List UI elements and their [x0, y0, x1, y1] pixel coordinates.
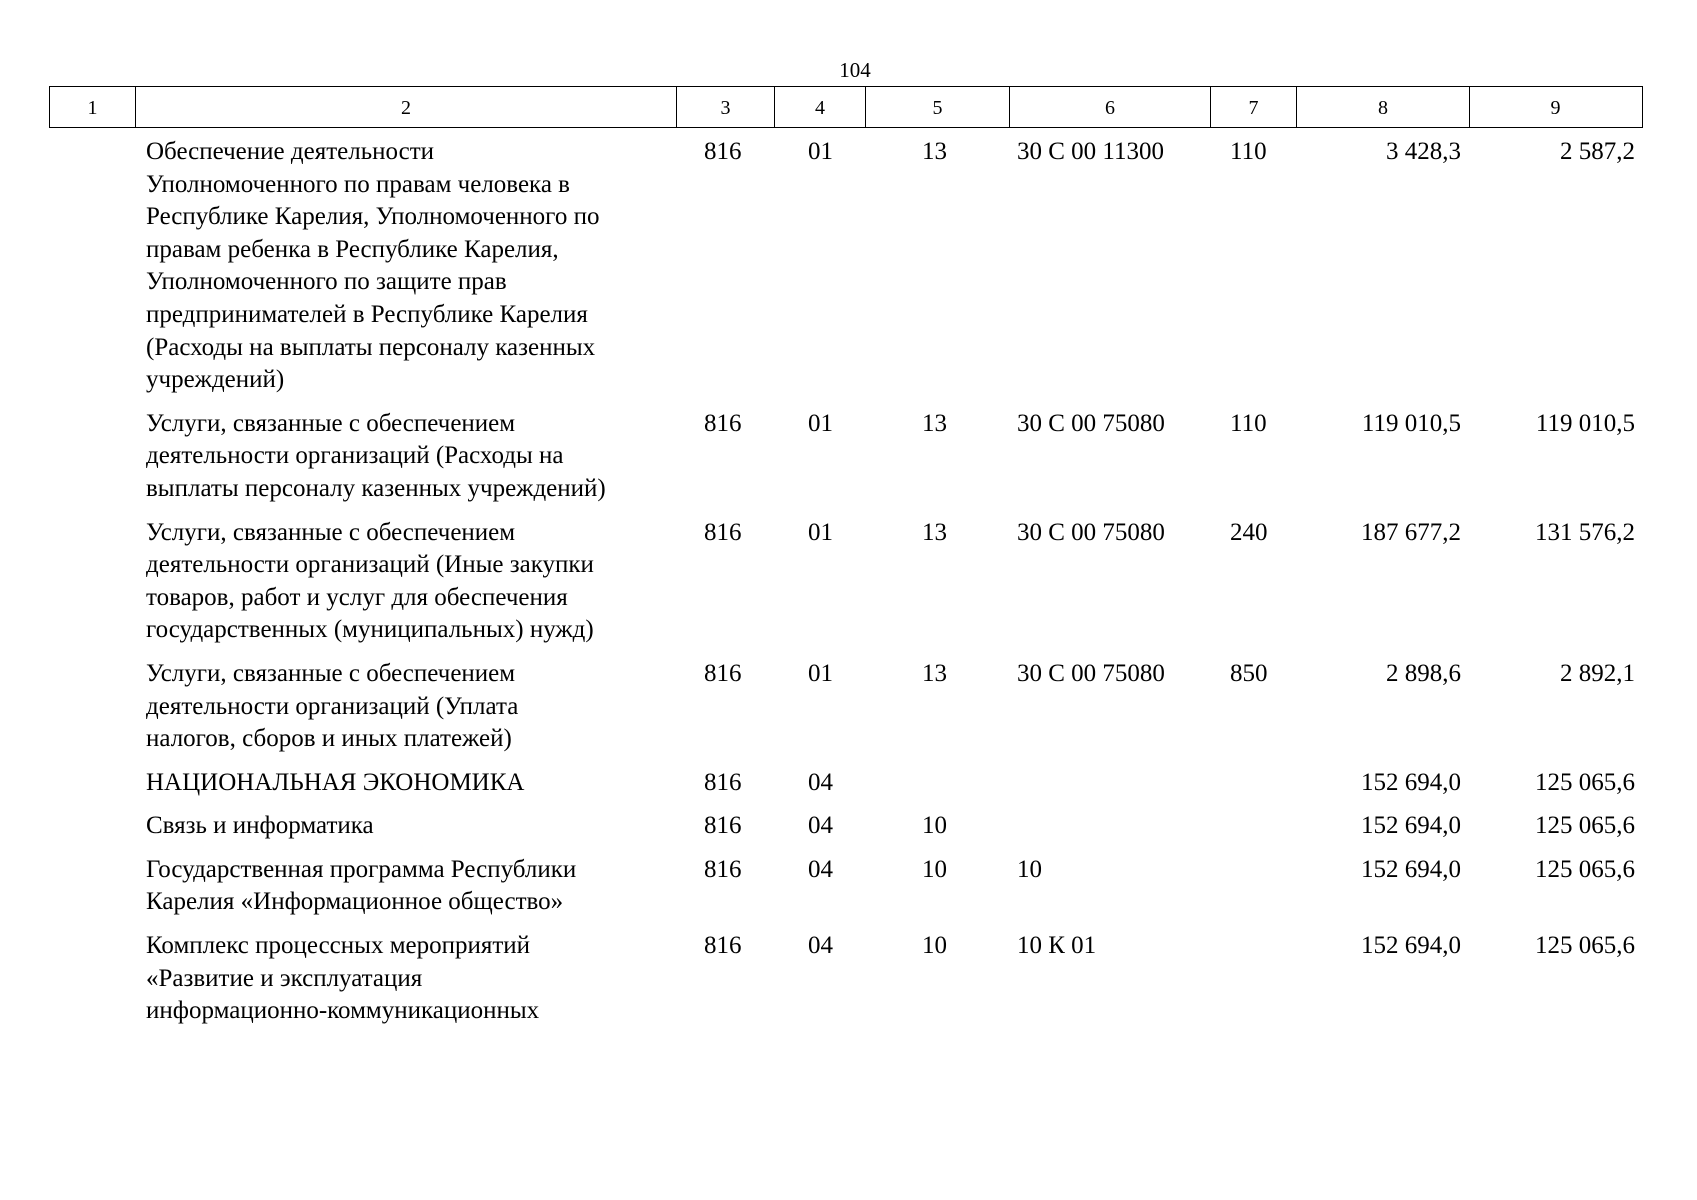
cell-col-6: 30 С 00 75080 — [1017, 518, 1165, 546]
cell-col-4: 01 — [808, 518, 833, 546]
cell-description — [136, 767, 676, 800]
cell-col-8: 152 694,0 — [1361, 768, 1461, 796]
description-line: Карелия «Информационное общество» — [146, 888, 564, 916]
cell-col-6: 30 С 00 75080 — [1017, 659, 1165, 687]
cell-col-6: 30 С 00 75080 — [1017, 409, 1165, 437]
cell-col-1 — [49, 767, 136, 800]
description-line: НАЦИОНАЛЬНАЯ ЭКОНОМИКА — [146, 768, 525, 796]
table-body — [49, 136, 1643, 1028]
table-row — [49, 810, 1643, 843]
cell-col-8: 187 677,2 — [1361, 518, 1461, 546]
cell-col-9: 2 587,2 — [1560, 138, 1635, 165]
page-number: 104 — [839, 58, 871, 82]
description-line: деятельности организаций (Расходы на — [146, 442, 564, 470]
column-header-4: 4 — [775, 87, 866, 127]
cell-col-7 — [1210, 854, 1296, 919]
cell-description — [136, 854, 676, 919]
cell-description — [136, 517, 676, 647]
cell-col-8: 2 898,6 — [1386, 659, 1461, 687]
column-header-9: 9 — [1550, 96, 1561, 119]
cell-col-7: 240 — [1230, 518, 1268, 546]
description-line: предпринимателей в Республике Карелия — [146, 300, 588, 328]
cell-col-5: 10 — [922, 932, 947, 960]
cell-col-5: 13 — [922, 138, 947, 165]
cell-col-3: 816 — [704, 932, 742, 960]
cell-col-9: 125 065,6 — [1535, 812, 1635, 840]
cell-col-8: 152 694,0 — [1361, 932, 1461, 960]
description-line: деятельности организаций (Иные закупки — [146, 551, 594, 579]
description-line: Обеспечение деятельности — [146, 138, 435, 165]
cell-col-7 — [1210, 810, 1296, 843]
cell-col-6 — [1009, 810, 1210, 843]
description-line: Связь и информатика — [146, 812, 374, 840]
cell-col-9: 131 576,2 — [1535, 518, 1635, 546]
table-row — [49, 930, 1643, 1028]
cell-col-8: 3 428,3 — [1386, 138, 1461, 165]
cell-col-7: 110 — [1230, 409, 1267, 437]
column-header-6: 6 — [1010, 87, 1211, 127]
cell-col-7 — [1210, 930, 1296, 1028]
cell-col-6: 10 — [1017, 855, 1042, 883]
column-header-1: 1 — [50, 87, 136, 127]
cell-col-3: 816 — [704, 518, 742, 546]
description-line: «Развитие и эксплуатация — [146, 964, 423, 992]
cell-col-5: 13 — [922, 409, 947, 437]
cell-col-9: 125 065,6 — [1535, 768, 1635, 796]
description-line: налогов, сборов и иных платежей) — [146, 725, 512, 753]
cell-description — [136, 658, 676, 756]
cell-description — [136, 136, 676, 397]
cell-col-7: 110 — [1230, 138, 1267, 165]
cell-col-9: 2 892,1 — [1560, 659, 1635, 687]
cell-col-9: 125 065,6 — [1535, 932, 1635, 960]
cell-col-4: 04 — [808, 768, 833, 796]
table-header-row — [49, 86, 1643, 128]
description-line: товаров, работ и услуг для обеспечения — [146, 583, 568, 611]
cell-col-3: 816 — [704, 138, 742, 165]
column-header-2: 2 — [136, 87, 677, 127]
description-line: Комплекс процессных мероприятий — [146, 932, 531, 960]
cell-col-8: 152 694,0 — [1361, 812, 1461, 840]
description-line: учреждений) — [146, 366, 285, 394]
cell-col-1 — [49, 658, 136, 756]
cell-col-3: 816 — [704, 409, 742, 437]
cell-col-1 — [49, 408, 136, 506]
cell-col-5 — [865, 767, 1009, 800]
cell-col-1 — [49, 136, 136, 397]
cell-col-5: 13 — [922, 518, 947, 546]
cell-col-1 — [49, 930, 136, 1028]
description-line: Услуги, связанные с обеспечением — [146, 659, 516, 687]
cell-description — [136, 810, 676, 843]
cell-col-3: 816 — [704, 768, 742, 796]
cell-col-9: 125 065,6 — [1535, 855, 1635, 883]
cell-col-6 — [1009, 767, 1210, 800]
table-row — [49, 854, 1643, 919]
description-line: выплаты персоналу казенных учреждений) — [146, 474, 606, 502]
cell-col-6: 30 С 00 11300 — [1017, 138, 1164, 165]
description-line: Республике Карелия, Уполномоченного по — [146, 203, 600, 231]
cell-col-7: 850 — [1230, 659, 1268, 687]
description-line: Уполномоченного по правам человека в — [146, 170, 570, 198]
description-line: Уполномоченного по защите прав — [146, 268, 507, 296]
cell-col-3: 816 — [704, 659, 742, 687]
cell-col-1 — [49, 810, 136, 843]
table-row — [49, 767, 1643, 800]
description-line: Услуги, связанные с обеспечением — [146, 518, 516, 546]
column-header-7: 7 — [1211, 87, 1297, 127]
table-row — [49, 136, 1643, 397]
column-header-8: 8 — [1297, 87, 1470, 127]
cell-col-1 — [49, 854, 136, 919]
table-row — [49, 408, 1643, 506]
column-header-5: 5 — [866, 87, 1010, 127]
cell-col-8: 152 694,0 — [1361, 855, 1461, 883]
description-line: Государственная программа Республики — [146, 855, 577, 883]
cell-col-6: 10 К 01 — [1017, 932, 1097, 960]
column-header-3: 3 — [677, 87, 775, 127]
cell-col-4: 04 — [808, 812, 833, 840]
cell-col-1 — [49, 517, 136, 647]
description-line: Услуги, связанные с обеспечением — [146, 409, 516, 437]
cell-description — [136, 930, 676, 1028]
cell-col-5: 10 — [922, 855, 947, 883]
cell-col-4: 01 — [808, 409, 833, 437]
description-line: деятельности организаций (Уплата — [146, 692, 519, 720]
cell-col-4: 04 — [808, 855, 833, 883]
cell-col-9: 119 010,5 — [1535, 409, 1635, 437]
description-line: государственных (муниципальных) нужд) — [146, 616, 594, 644]
cell-col-3: 816 — [704, 855, 742, 883]
description-line: информационно-коммуникационных — [146, 997, 540, 1025]
cell-col-4: 04 — [808, 932, 833, 960]
cell-col-3: 816 — [704, 812, 742, 840]
table-row — [49, 517, 1643, 647]
cell-description — [136, 408, 676, 506]
description-line: правам ребенка в Республике Карелия, — [146, 235, 559, 263]
cell-col-4: 01 — [808, 659, 833, 687]
cell-col-8: 119 010,5 — [1361, 409, 1461, 437]
cell-col-4: 01 — [808, 138, 833, 165]
cell-col-5: 10 — [922, 812, 947, 840]
table-row — [49, 658, 1643, 756]
cell-col-5: 13 — [922, 659, 947, 687]
cell-col-7 — [1210, 767, 1296, 800]
description-line: (Расходы на выплаты персоналу казенных — [146, 333, 596, 361]
